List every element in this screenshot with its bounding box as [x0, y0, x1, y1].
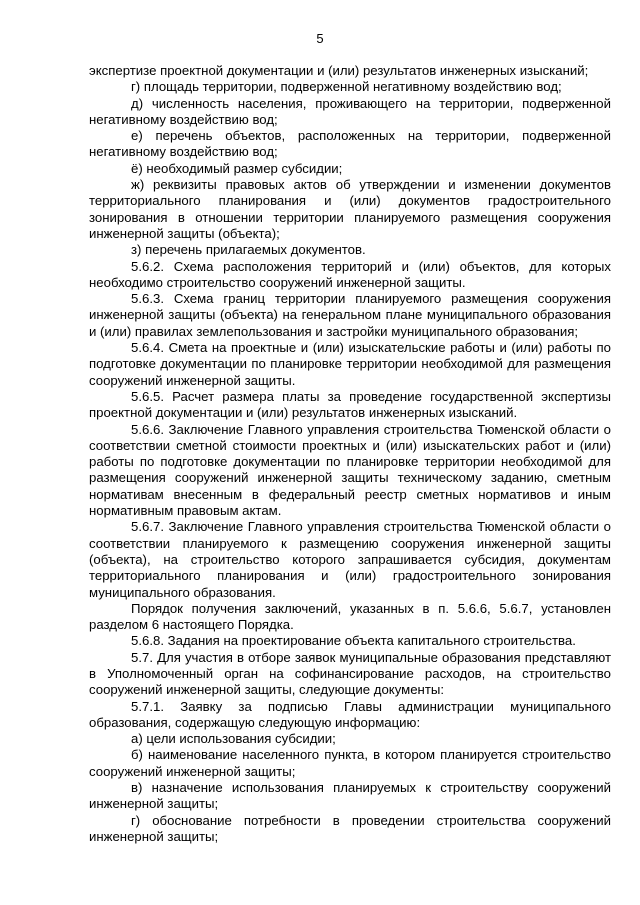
paragraph: 5.6.3. Схема границ территории планируемого размещения сооружения инженерной защиты (объекта) на генеральном плане муниципального образования и (или) правилах землепользования и застройки муниципального образования;: [89, 291, 611, 339]
paragraph: Порядок получения заключений, указанных в п. 5.6.6, 5.6.7, установлен разделом 6 настоящего Порядка.: [89, 600, 611, 633]
paragraph: ж) реквизиты правовых актов об утверждении и изменении документов территориального планирования и (или) документов градостроительного зонирования в отношении территории планируемого размещения сооружения инженерной защиты (объекта);: [89, 177, 611, 241]
paragraph: а) цели использования субсидии;: [131, 731, 336, 747]
paragraph: 5.6.2. Схема расположения территорий и (или) объектов, для которых необходимо строительство сооружений инженерной защиты.: [89, 258, 611, 290]
paragraph: г) обоснование потребности в проведении строительства сооружений инженерной защиты;: [89, 812, 611, 844]
paragraph: 5.7. Для участия в отборе заявок муниципальные образования представляют в Уполномоченный орган на софинансирование расходов, на строительство сооружений инженерной защиты, следующие документы:: [89, 649, 611, 698]
paragraph: б) наименование населенного пункта, в котором планируется строительство сооружений инженерной защиты;: [89, 747, 611, 779]
paragraph: в) назначение использования планируемых к строительству сооружений инженерной защиты;: [89, 780, 611, 812]
paragraph: г) площадь территории, подверженной негативному воздействию вод;: [131, 79, 562, 95]
paragraph: 5.6.6. Заключение Главного управления строительства Тюменской области о соответствии сметной стоимости проектных и (или) изыскательских работ и (или) работы по подготовке документации по планировке территории необходимой для размещения сооружений инженерной защиты техническому заданию, сметным нормативам внесенным в федеральный реестр сметных нормативов и иным нормативным правовым актам.: [89, 421, 611, 519]
paragraph: 5.6.4. Смета на проектные и (или) изыскательские работы и (или) работы по подготовке документации по планировке территории необходимой для размещения сооружений инженерной защиты.: [89, 340, 611, 388]
paragraph: 5.7.1. Заявку за подписью Главы администрации муниципального образования, содержащую следующую информацию:: [89, 698, 611, 730]
paragraph: д) численность населения, проживающего на территории, подверженной негативному воздействию вод;: [89, 95, 611, 127]
paragraph: 5.6.8. Задания на проектирование объекта капитального строительства.: [131, 633, 576, 649]
paragraph: 5.6.7. Заключение Главного управления строительства Тюменской области о соответствии планируемого к размещению сооружения инженерной защиты (объекта), на строительство которого запрашивается субсидия, документам территориального планирования и (или) градостроительного зонирования муниципального образования.: [89, 519, 611, 600]
paragraph: 5.6.5. Расчет размера платы за проведение государственной экспертизы проектной документации и (или) результатов инженерных изысканий.: [89, 388, 611, 421]
page-number: 5: [316, 31, 324, 46]
paragraph: е) перечень объектов, расположенных на территории, подверженной негативному воздействию вод;: [89, 128, 611, 160]
document-body: [89, 63, 611, 845]
paragraph: экспертизе проектной документации и (или) результатов инженерных изысканий;: [89, 63, 589, 78]
paragraph: з) перечень прилагаемых документов.: [131, 242, 366, 258]
paragraph: ё) необходимый размер субсидии;: [131, 160, 343, 176]
